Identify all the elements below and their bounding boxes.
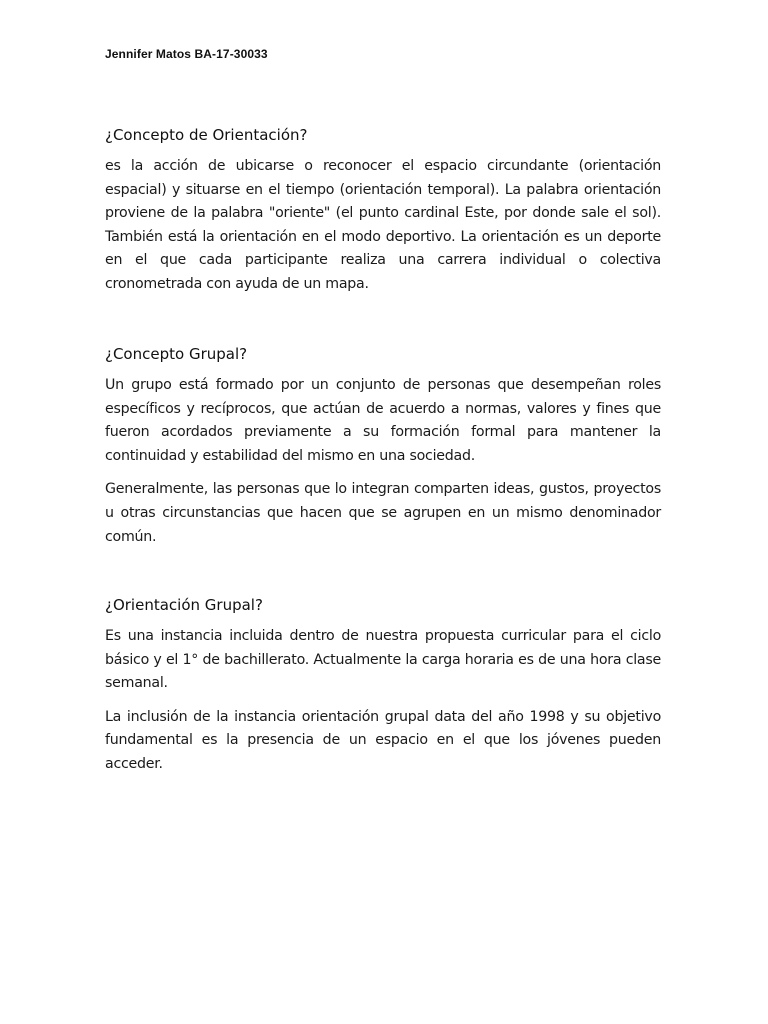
section-concepto-grupal <box>105 343 661 559</box>
section-heading: ¿Concepto de Orientación? <box>105 126 308 144</box>
section-paragraph: es la acción de ubicarse o reconocer el espacio circundante (orientación espacial) y situarse en el tiempo (orientación temporal). La palabra orientación proviene de la palabra "oriente" (el punto cardinal Este, por donde sale el sol). También está la orientación en el modo deportivo. La orientación es un deporte en el que cada participante realiza una carrera individual o colectiva cronometrada con ayuda de un mapa. <box>105 158 661 292</box>
section-orientacion-grupal <box>105 594 661 787</box>
section-paragraph: Es una instancia incluida dentro de nuestra propuesta curricular para el ciclo básico y el 1° de bachillerato. Actualmente la carga horaria es de una hora clase semanal. <box>105 628 661 692</box>
section-concepto-orientacion <box>105 124 661 307</box>
section-heading: ¿Orientación Grupal? <box>105 596 263 614</box>
section-paragraph: La inclusión de la instancia orientación grupal data del año 1998 y su objetivo fundamental es la presencia de un espacio en el que los jóvenes pueden acceder. <box>105 708 661 772</box>
section-heading: ¿Concepto Grupal? <box>105 345 248 363</box>
author-line: Jennifer Matos BA-17-30033 <box>105 47 268 61</box>
section-paragraph: Un grupo está formado por un conjunto de personas que desempeñan roles específicos y recíprocos, que actúan de acuerdo a normas, valores y fines que fueron acordados previamente a su formación formal para mantener la continuidad y estabilidad del mismo en una sociedad. <box>105 377 661 464</box>
section-paragraph: Generalmente, las personas que lo integran comparten ideas, gustos, proyectos u otras circunstancias que hacen que se agrupen en un mismo denominador común. <box>105 481 661 545</box>
